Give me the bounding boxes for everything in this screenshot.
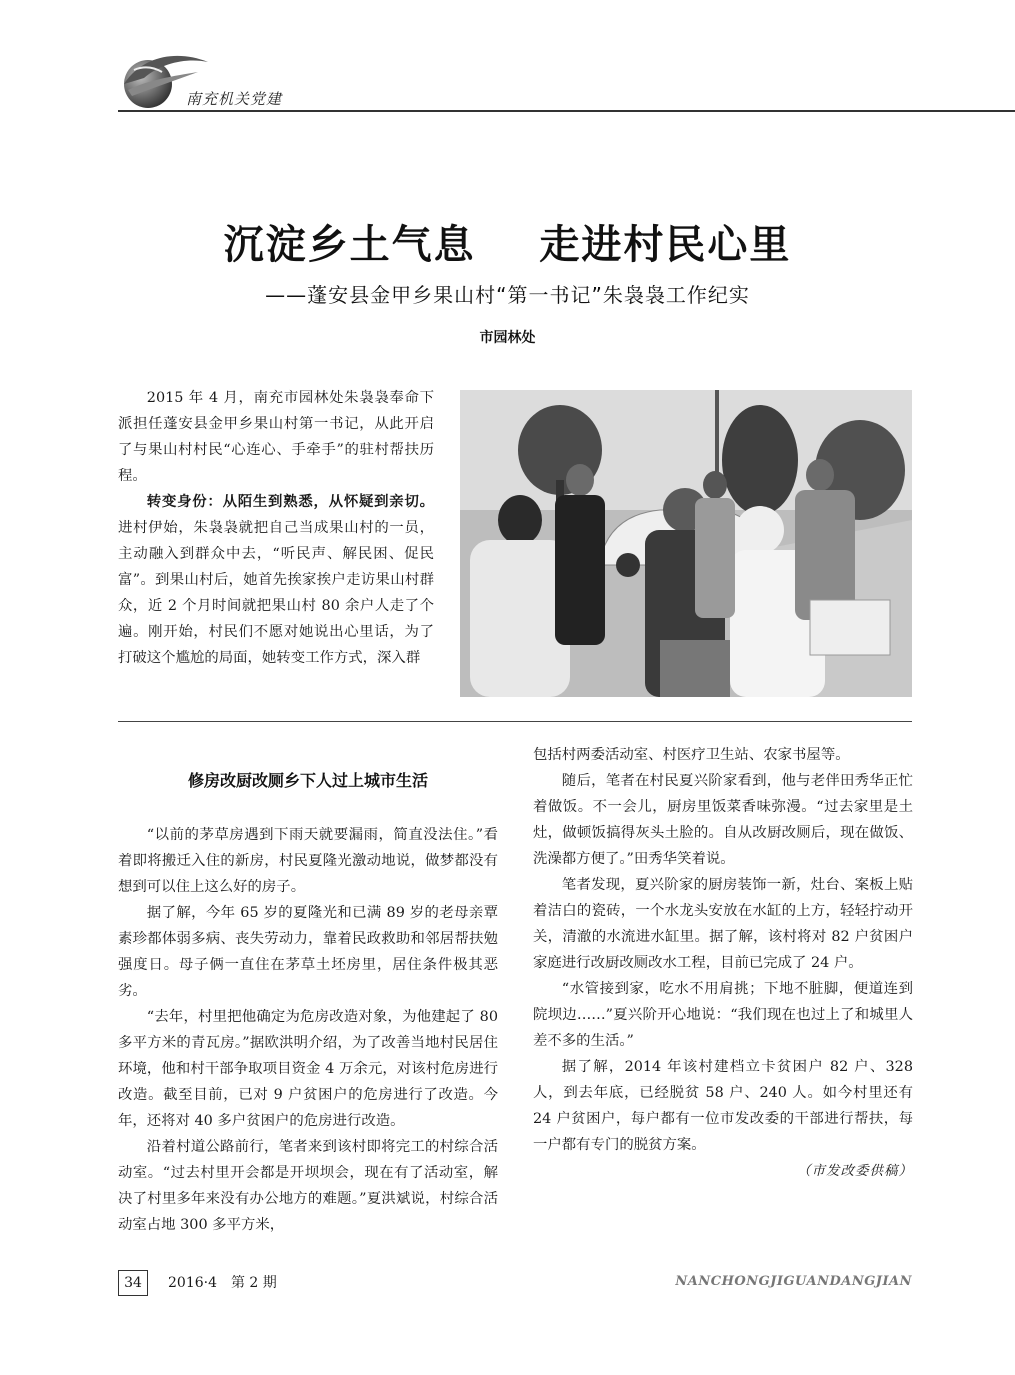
left-paragraph: “去年，村里把他确定为危房改造对象，为他建起了 80 多平方米的青瓦房。”据欧洪明介绍，为了改善当地村民居住环境，他和村干部争取项目资金 4 万余元，对该村危房进行改造。截至目前，已对 9 户贫困户的危房进行了改造。今年，还将对 40 多户贫困户的危房进行改造。 [118,1009,498,1129]
section-heading: 修房改厨改厕乡下人过上城市生活 [187,771,428,790]
issue-label: 2016·4 第 2 期 [168,1275,277,1291]
right-paragraph: 随后，笔者在村民夏兴阶家看到，他与老伴田秀华正忙着做饭。不一会儿，厨房里饭菜香味弥漫。“过去家里是土灶，做顿饭搞得灰头土脸的。自从改厨改厕后，现在做饭、洗澡都方便了。”田秀华笑着说。 [533,773,913,867]
village-visit-photo [460,390,912,697]
left-paragraph: “以前的茅草房遇到下雨天就要漏雨，简直没法住。”看着即将搬迁入住的新房，村民夏隆光激动地说，做梦都没有想到可以住上这么好的房子。 [118,827,498,895]
intro-paragraph: 2015 年 4 月，南充市园林处朱袅袅奉命下派担任蓬安县金甲乡果山村第一书记，从此开启了与果山村村民“心连心、手牵手”的驻村帮扶历程。 [118,390,434,484]
intro-lead-paragraph [118,489,434,671]
article-subtitle: ——蓬安县金甲乡果山村“第一书记”朱袅袅工作纪实 [265,283,750,307]
article-credit: （市发改委供稿） [797,1163,913,1179]
right-paragraph: “水管接到家，吃水不用肩挑；下地不脏脚，便道连到院坝边……”夏兴阶开心地说：“我们现在也过上了和城里人差不多的生活。” [533,981,913,1049]
section-name: 南充机关党建 [186,90,283,108]
page-number: 34 [118,1270,148,1296]
right-paragraph: 据了解，2014 年该村建档立卡贫困户 82 户、328 人，到去年底，已经脱贫 58 户、240 人。如今村里还有 24 户贫困户，每户都有一位市发改委的干部进行帮扶，每一户都有专门的脱贫方案。 [533,1059,913,1153]
left-paragraph: 据了解，今年 65 岁的夏隆光和已满 89 岁的老母亲覃素珍都体弱多病、丧失劳动力，靠着民政救助和邻居帮扶勉强度日。母子俩一直住在茅草土坯房里，居住条件极其恶劣。 [118,905,498,999]
footer-brand: NANCHONGJIGUANDANGJIAN [675,1274,912,1289]
article-byline: 市园林处 [479,330,536,346]
left-paragraph: 沿着村道公路前行，笔者来到该村即将完工的村综合活动室。“过去村里开会都是开坝坝会，现在有了活动室，解决了村里多年来没有办公地方的难题。”夏洪斌说，村综合活动室占地 300 多平方米， [118,1139,498,1233]
article-title: 沉淀乡土气息 走进村民心里 [223,222,792,268]
divider-rule [118,721,912,722]
header-rule [118,110,1015,112]
intro-lead-rest: 进村伊始，朱袅袅就把自己当成果山村的一员，主动融入到群众中去，“听民声、解民困、促民富”。到果山村后，她首先挨家挨户走访果山村群众，近 2 个月时间就把果山村 80 余户人走了个遍。刚开始，村民们不愿对她说出心里话，为了打破这个尴尬的局面，她转变工作方式，深入群 [118,520,434,666]
intro-lead-bold: 转变身份：从陌生到熟悉，从怀疑到亲切。 [146,494,434,510]
right-paragraph: 笔者发现，夏兴阶家的厨房装饰一新，灶台、案板上贴着洁白的瓷砖，一个水龙头安放在水缸的上方，轻轻拧动开关，清澈的水流进水缸里。据了解，该村将对 82 户贫困户家庭进行改厨改厕改水工程，目前已完成了 24 户。 [533,877,913,971]
intro-text [118,385,434,671]
right-column [533,742,913,1184]
right-continuation: 包括村两委活动室、村医疗卫生站、农家书屋等。 [533,747,850,763]
left-column [118,822,498,1238]
